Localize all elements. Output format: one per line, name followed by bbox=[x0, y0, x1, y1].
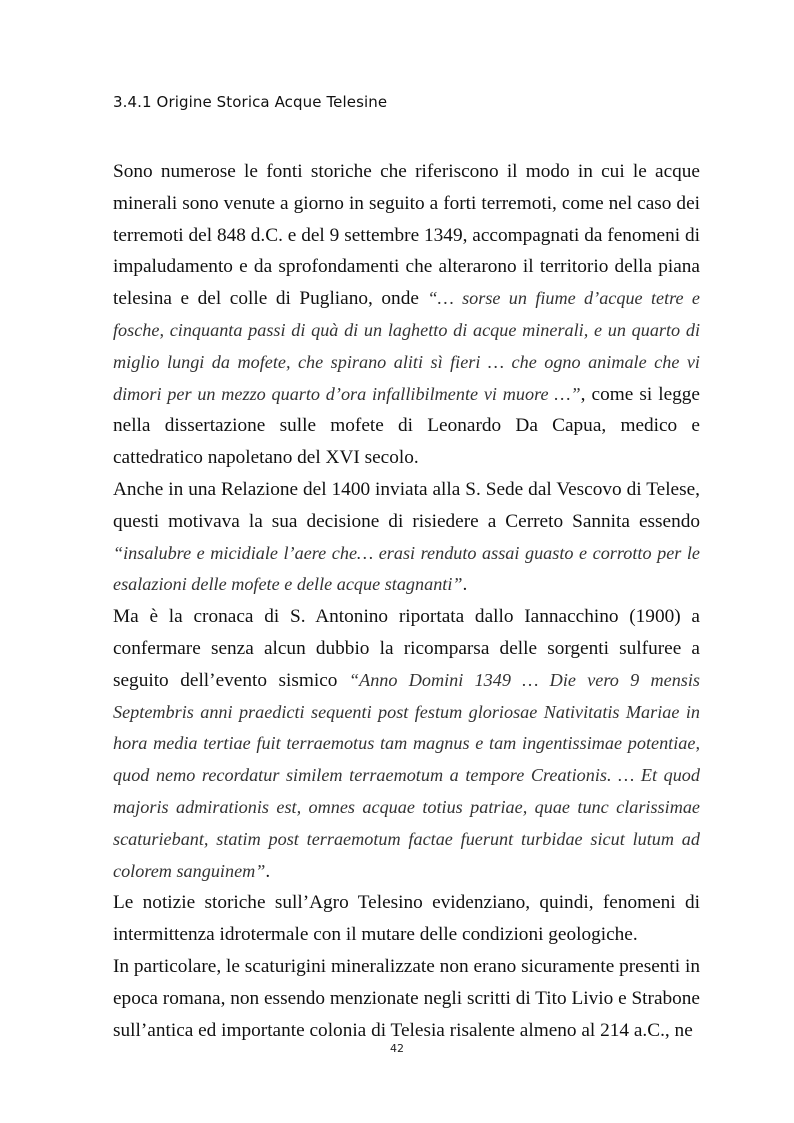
page-number: 42 bbox=[390, 1042, 404, 1055]
paragraph-1-text-b: , come si legge nella dissertazione sulle mofete di Leonardo Da Capua, medico e cattedratico napoletano del XVI secolo. bbox=[113, 383, 700, 469]
paragraph-4-text: Le notizie storiche sull’Agro Telesino evidenziano, quindi, fenomeni di intermittenza idrotermale con il mutare delle condizioni geologiche. bbox=[113, 892, 700, 946]
body-text bbox=[113, 156, 700, 1046]
paragraph-2 bbox=[113, 474, 700, 601]
paragraph-4 bbox=[113, 887, 700, 951]
paragraph-5-text: In particolare, le scaturigini mineralizzate non erano sicuramente presenti in epoca romana, non essendo menzionate negli scritti di Tito Livio e Strabone sull’antica ed importante colonia di Telesia risalente almeno al 214 a.C., ne bbox=[113, 955, 700, 1041]
paragraph-2-text-b: . bbox=[462, 574, 468, 596]
paragraph-2-quote: “insalubre e micidiale l’aere che… erasi renduto assai guasto e corrotto per le esalazioni delle mofete e delle acque stagnanti” bbox=[113, 542, 700, 595]
paragraph-1-text-a: Sono numerose le fonti storiche che riferiscono il modo in cui le acque minerali sono venute a giorno in seguito a forti terremoti, come nel caso dei terremoti del 848 d.C. e del 9 settembre 1349, accompagnati da fenomeni di impaludamento e da sprofondamenti che alterarono il territorio della piana telesina e del colle di Pugliano, onde bbox=[113, 161, 700, 310]
paragraph-3-text-a: Ma è la cronaca di S. Antonino riportata dallo Iannacchino (1900) a confermare senza alcun dubbio la ricomparsa delle sorgenti sulfuree a seguito dell’evento sismico bbox=[113, 606, 700, 691]
paragraph-3-text-b: . bbox=[265, 860, 271, 882]
paragraph-3-quote: “Anno Domini 1349 … Die vero 9 mensis Septembris anni praedicti sequenti post festum gloriosae Nativitatis Mariae in hora media tertiae fuit terraemotus tam magnus e tam ingentissimae potentiae, quod nemo recordatur similem terraemotum a tempore Creationis. … Et quod majoris admirationis est, omnes acquae totius patriae, quae tunc clarissimae scaturiebant, statim post terraemotum factae fuerunt turbidae sicut lutum ad colorem sanguinem” bbox=[113, 669, 700, 881]
paragraph-1 bbox=[113, 156, 700, 474]
section-heading: 3.4.1 Origine Storica Acque Telesine bbox=[113, 93, 388, 111]
paragraph-1-quote: “… sorse un fiume d’acque tetre e fosche, cinquanta passi di quà di un laghetto di acque minerali, e un quarto di miglio lungi da mofete, che spirano aliti sì fieri … che ogno animale che vi dimori per un mezzo quarto d’ora infallibilmente vi muore …” bbox=[113, 288, 700, 404]
paragraph-3 bbox=[113, 601, 700, 887]
paragraph-2-text-a: Anche in una Relazione del 1400 inviata alla S. Sede dal Vescovo di Telese, questi motivava la sua decisione di risiedere a Cerreto Sannita essendo bbox=[113, 478, 700, 532]
paragraph-5 bbox=[113, 951, 700, 1046]
